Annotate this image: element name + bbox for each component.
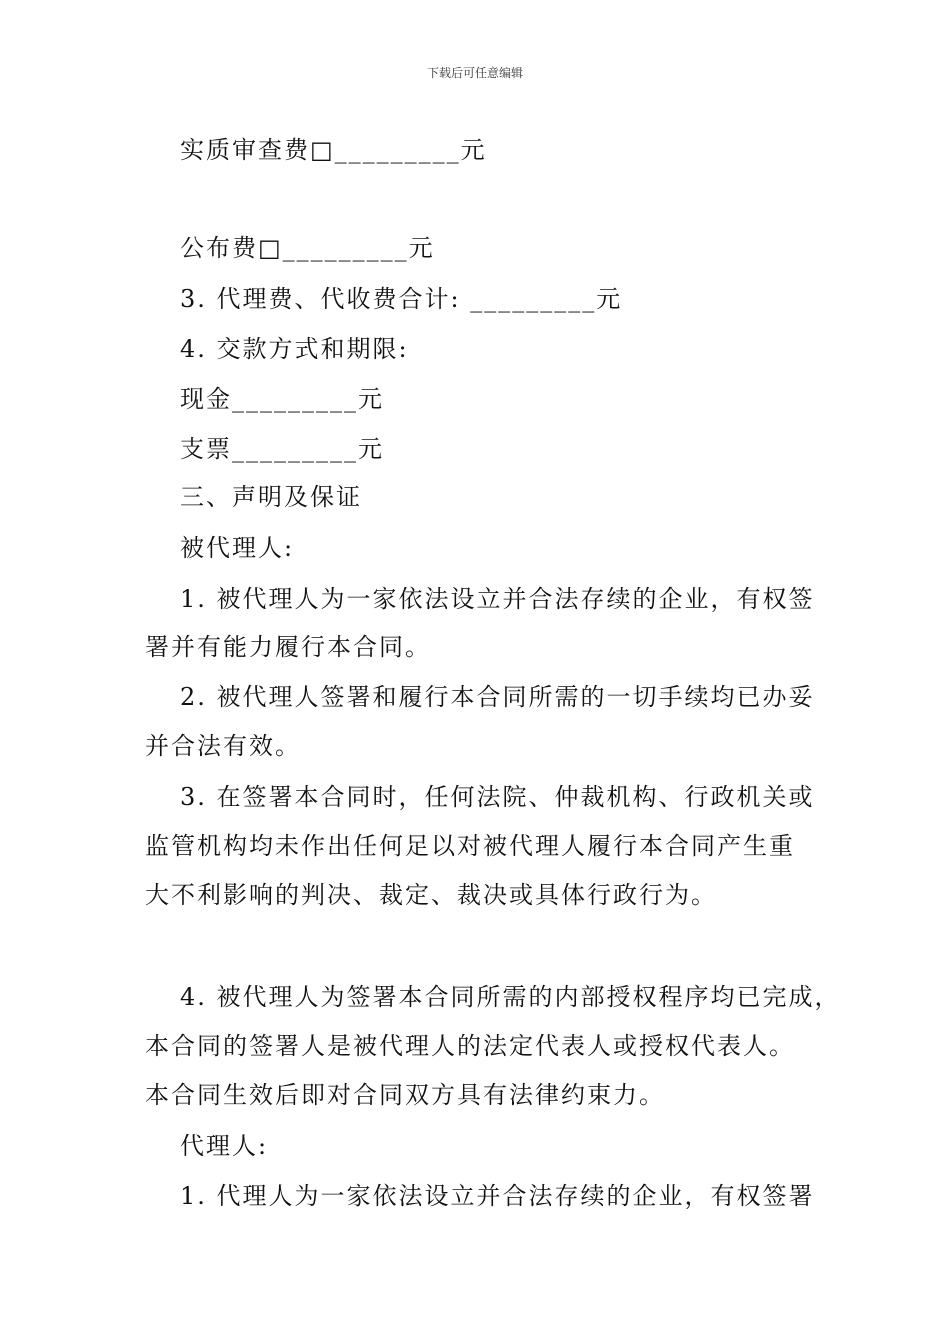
text-line-principal-item-3: 3. 在签署本合同时，任何法院、仲裁机构、行政机关或 (180, 783, 815, 811)
text-line-payment-method: 4. 交款方式和期限: (180, 335, 409, 363)
text-line-principal-item-1: 1. 被代理人为一家依法设立并合法存续的企业，有权签 (180, 585, 815, 613)
page-header-note: 下载后可任意编辑 (426, 66, 523, 80)
text-line-check: 支票_________元 (180, 435, 384, 463)
text-line-principal-item-4: 4. 被代理人为签署本合同所需的内部授权程序均已完成， (180, 983, 841, 1011)
text-line-principal-item-3-cont1: 监管机构均未作出任何足以对被代理人履行本合同产生重 (145, 832, 795, 860)
text-line-publication-fee: 公布费□_________元 (180, 234, 435, 262)
text-line-fee-total: 3. 代理费、代收费合计: _________元 (180, 285, 623, 313)
text-line-principal-item-1-cont: 署并有能力履行本合同。 (145, 633, 431, 661)
text-line-principal-item-4-cont2: 本合同生效后即对合同双方具有法律约束力。 (145, 1081, 665, 1109)
text-line-principal-label: 被代理人: (180, 534, 295, 562)
text-line-principal-item-2-cont: 并合法有效。 (145, 732, 301, 760)
text-line-principal-item-3-cont2: 大不利影响的判决、裁定、裁决或具体行政行为。 (145, 881, 717, 909)
text-line-cash: 现金_________元 (180, 385, 384, 413)
text-line-principal-item-4-cont1: 本合同的签署人是被代理人的法定代表人或授权代表人。 (145, 1032, 795, 1060)
text-line-agent-label: 代理人: (180, 1132, 269, 1160)
text-line-agent-item-1: 1. 代理人为一家依法设立并合法存续的企业，有权签署 (180, 1182, 815, 1210)
section-heading-declarations: 三、声明及保证 (180, 483, 362, 511)
text-line-substantive-exam-fee: 实质审查费□_________元 (180, 136, 487, 164)
text-line-principal-item-2: 2. 被代理人签署和履行本合同所需的一切手续均已办妥 (180, 683, 815, 711)
